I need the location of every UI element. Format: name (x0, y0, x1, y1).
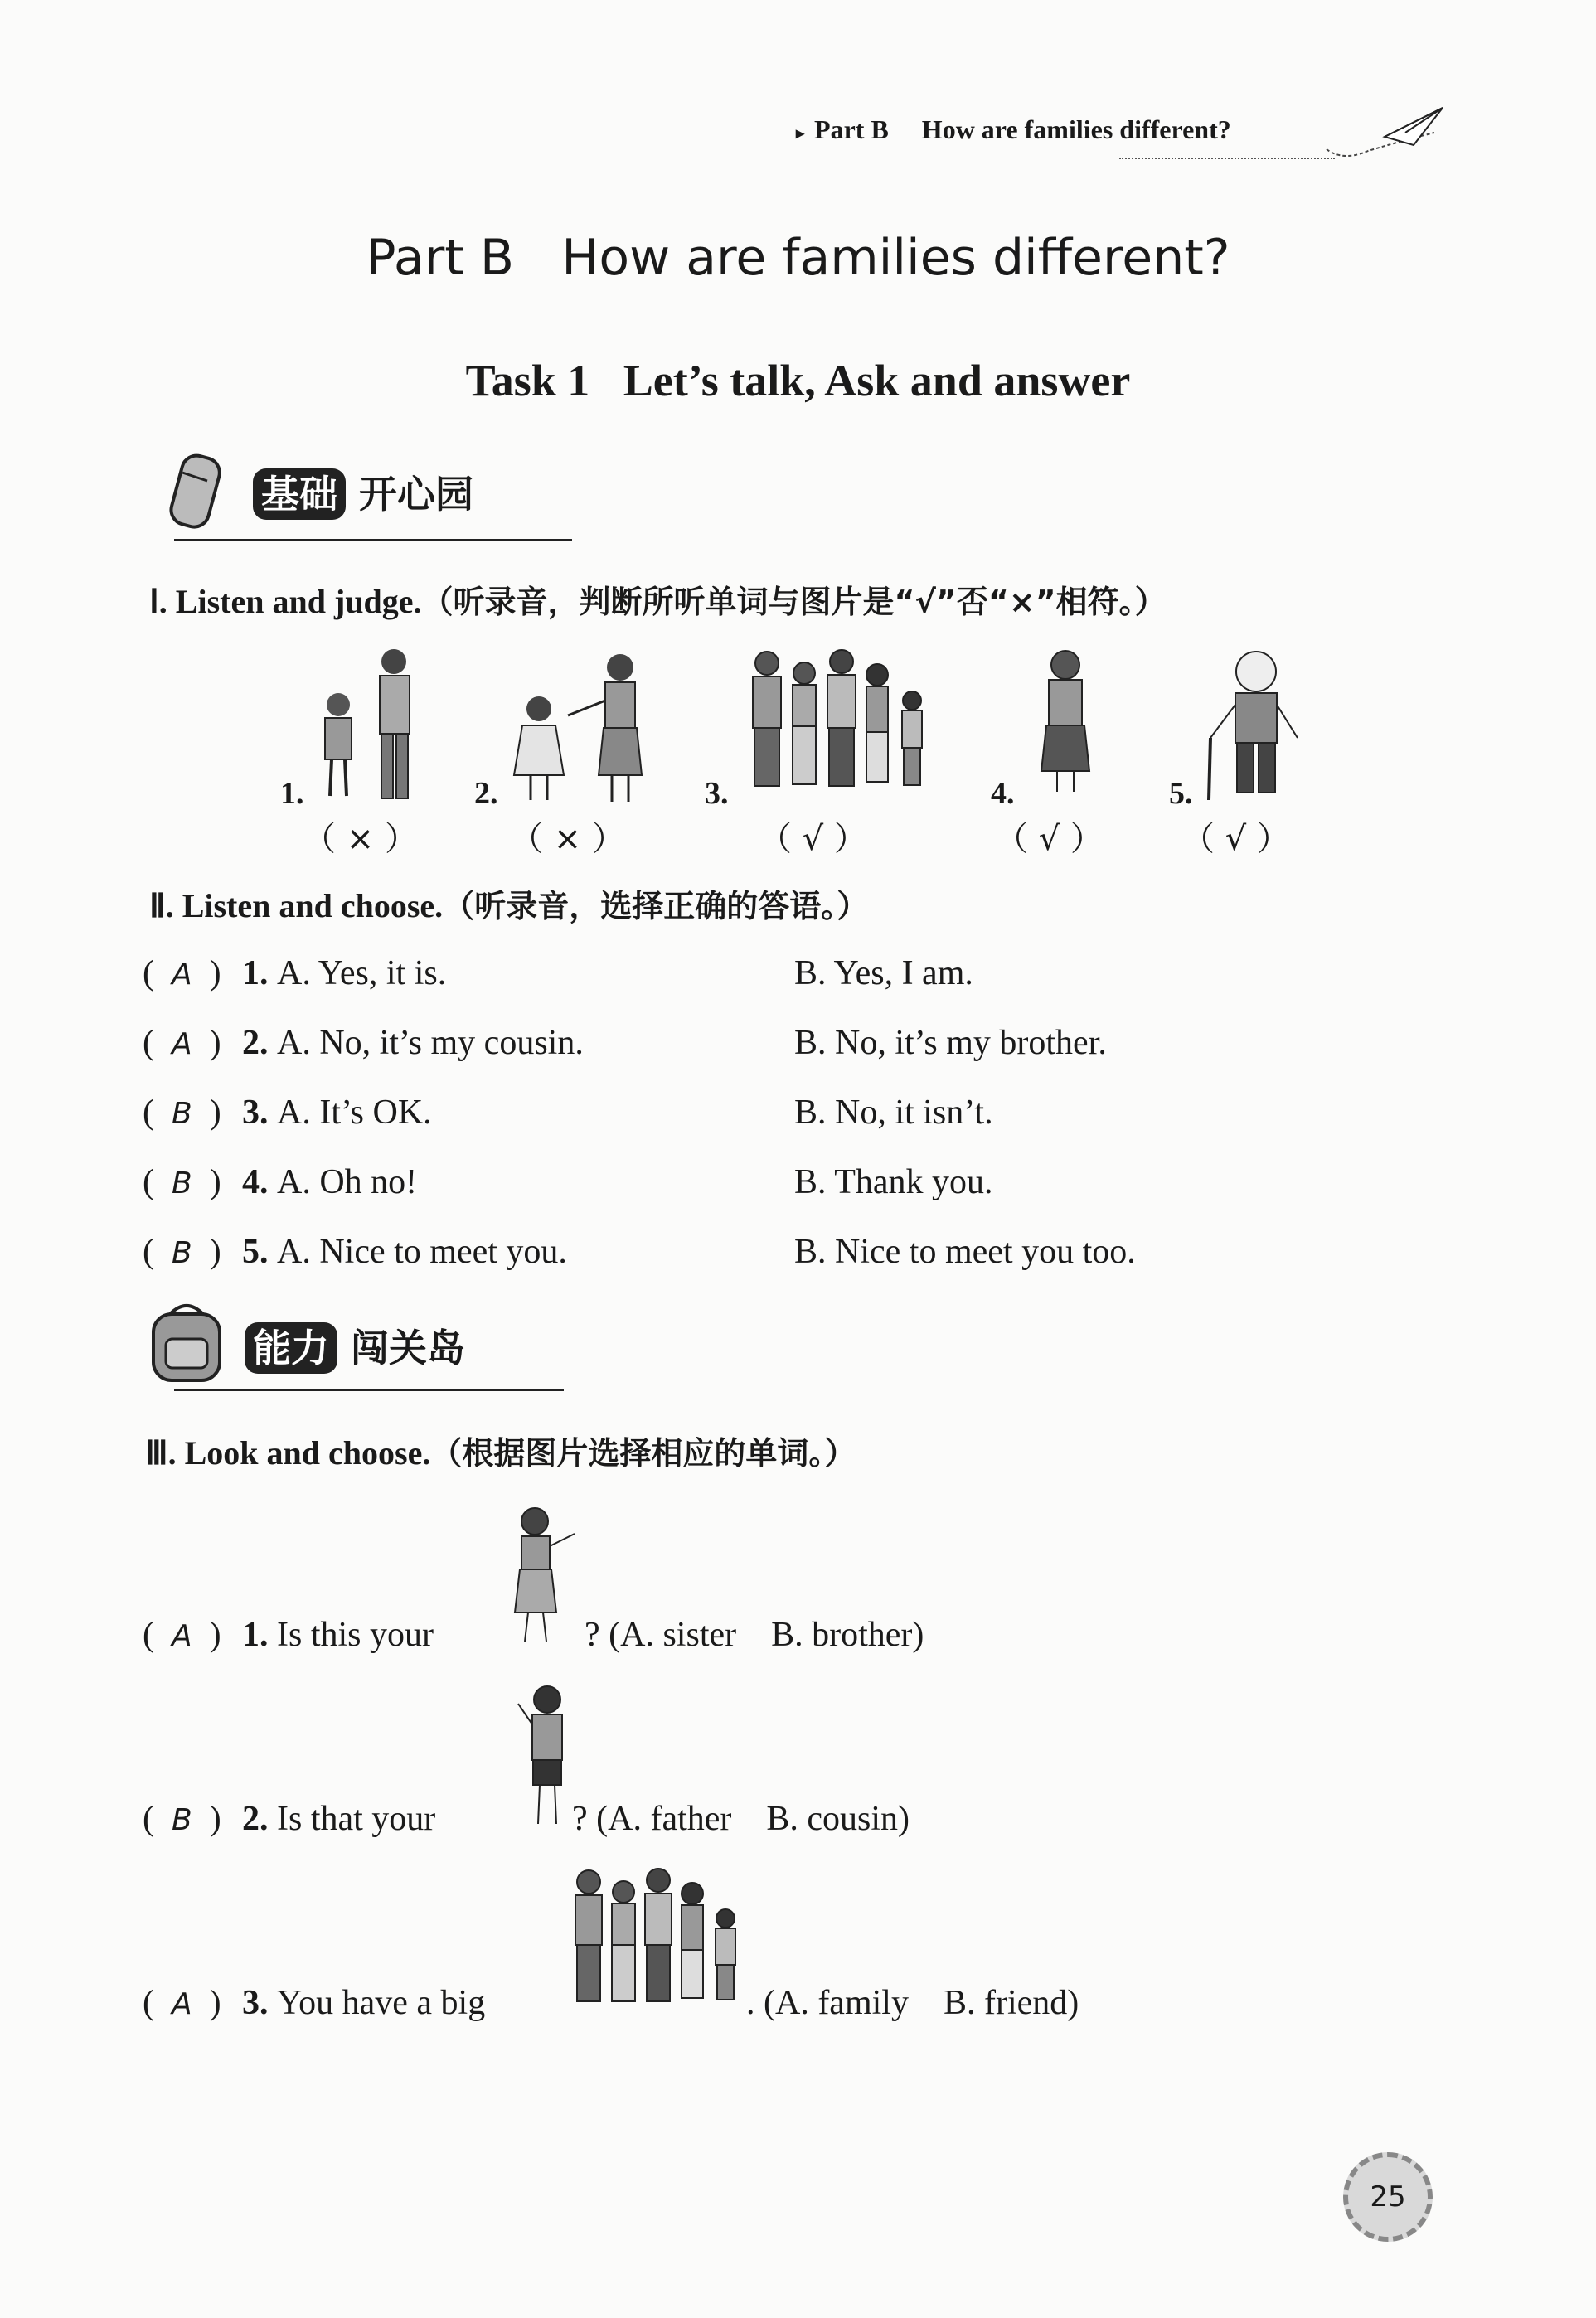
q2-item-3-option-a: A. It’s OK. (277, 1094, 432, 1132)
q2-item-5 (143, 1232, 567, 1272)
running-header-title: How are families different? (921, 114, 1231, 144)
q2-item-2-option-a: A. No, it’s my cousin. (277, 1024, 584, 1062)
pencil-icon (158, 448, 232, 539)
q1-item-4-number: 4. (991, 776, 1015, 811)
running-header (796, 114, 1231, 145)
family-picture (738, 647, 937, 796)
q3-item-1-text: Is this your (277, 1616, 434, 1654)
q3-item-1-options: ? (A. sister B. brother) (585, 1616, 924, 1654)
q1-item-2-answer: （ × ） (510, 820, 625, 858)
sister-picture (502, 1505, 585, 1650)
paper-plane-icon (1318, 99, 1451, 166)
q2-heading-en: Ⅱ. Listen and choose. (149, 887, 444, 924)
q2-item-3-answer: B (172, 1097, 192, 1131)
q2-item-1-option-a: A. Yes, it is. (277, 954, 447, 992)
girl-and-woman-picture (506, 651, 655, 808)
q3-item-1-answer: A (172, 1619, 192, 1653)
q3-item-3-text: You have a big (277, 1984, 486, 2022)
q2-item-2-answer: A (172, 1027, 192, 1061)
q1-item-1-answer: （ × ） (303, 820, 418, 858)
q1-heading (149, 576, 1167, 622)
q3-item-1-number: 1. (242, 1616, 269, 1654)
section-basic-rule (174, 539, 572, 541)
task-subtitle: Task 1 Let’s talk, Ask and answer (465, 356, 1131, 405)
q2-item-4 (143, 1162, 417, 1202)
answer-bracket: ( B ) (143, 1800, 221, 1838)
q1-item-3-answer: （ √ ） (759, 820, 867, 858)
section-ability (245, 1318, 465, 1373)
q3-item-3-number: 3. (242, 1984, 269, 2022)
answer-bracket: ( A ) (143, 1984, 221, 2022)
q2-item-2-option-b: B. No, it’s my brother. (794, 1024, 1107, 1062)
section-basic-badge: 基础 (253, 468, 346, 520)
q1-item-5-answer: （ √ ） (1181, 820, 1290, 858)
q2-heading-cn: （听录音，选择正确的答语。） (443, 888, 869, 924)
q2-heading (149, 880, 868, 926)
answer-bracket: ( A ) (143, 1616, 221, 1654)
q2-item-3 (143, 1093, 432, 1132)
section-basic (253, 464, 473, 519)
q2-item-2 (143, 1023, 584, 1063)
header-rule (1119, 158, 1335, 159)
section-ability-rule (174, 1389, 564, 1391)
q2-item-4-option-a: A. Oh no! (277, 1163, 418, 1201)
section-ability-badge: 能力 (245, 1322, 337, 1374)
backpack-icon (141, 1297, 232, 1389)
q1-item-5-number: 5. (1169, 776, 1193, 811)
q3-item-3 (143, 1983, 485, 2023)
answer-bracket: ( A ) (143, 1024, 221, 1062)
q3-heading-cn: （根据图片选择相应的单词。） (430, 1435, 856, 1472)
q2-item-3-option-b: B. No, it isn’t. (794, 1094, 993, 1132)
triangle-bullet-icon: ▸ (796, 124, 805, 143)
q3-heading-en: Ⅲ. Look and choose. (145, 1434, 431, 1472)
running-header-part: Part B (814, 114, 889, 144)
page-title: Part B How are families different? (366, 229, 1230, 287)
q3-item-2-number: 2. (242, 1800, 269, 1838)
q3-item-2-options: ? (A. father B. cousin) (572, 1800, 910, 1838)
q2-item-1-answer: A (172, 958, 192, 992)
q1-item-2-number: 2. (474, 776, 498, 811)
q2-item-5-option-b: B. Nice to meet you too. (794, 1233, 1136, 1271)
q2-item-5-answer: B (172, 1236, 192, 1270)
answer-bracket: ( B ) (143, 1163, 221, 1201)
q1-item-3-number: 3. (705, 776, 729, 811)
q2-item-5-option-a: A. Nice to meet you. (277, 1233, 567, 1271)
q3-item-2-answer: B (172, 1803, 192, 1837)
q2-item-4-option-b: B. Thank you. (794, 1163, 993, 1201)
q3-item-3-options: . (A. family B. friend) (746, 1984, 1079, 2022)
q1-item-1-number: 1. (280, 776, 304, 811)
q2-item-3-number: 3. (242, 1094, 269, 1132)
q2-item-1-number: 1. (242, 954, 269, 992)
q1-item-4-answer: （ √ ） (995, 820, 1104, 858)
q1-heading-cn: （听录音，判断所听单词与图片是“√”否“×”相符。） (421, 584, 1167, 620)
q1-heading-en: Ⅰ. Listen and judge. (149, 583, 422, 620)
q3-item-1 (143, 1615, 434, 1655)
q2-item-2-number: 2. (242, 1024, 269, 1062)
big-family-picture (564, 1865, 746, 2015)
answer-bracket: ( A ) (143, 954, 221, 992)
q3-item-2-text: Is that your (277, 1800, 436, 1838)
q2-item-5-number: 5. (242, 1233, 269, 1271)
answer-bracket: ( B ) (143, 1233, 221, 1271)
grandmother-picture (1028, 647, 1103, 796)
q2-item-1 (143, 953, 446, 993)
q2-item-4-answer: B (172, 1166, 192, 1200)
page-number: 25 (1343, 2152, 1433, 2242)
q3-heading (145, 1428, 856, 1473)
section-basic-name: 开心园 (359, 472, 474, 516)
answer-bracket: ( B ) (143, 1094, 221, 1132)
q2-item-4-number: 4. (242, 1163, 269, 1201)
grandfather-picture (1194, 647, 1318, 804)
boy-and-man-picture (307, 647, 431, 804)
q3-item-2 (143, 1799, 435, 1839)
q3-item-3-answer: A (172, 1987, 192, 2021)
q2-item-1-option-b: B. Yes, I am. (794, 954, 973, 992)
section-ability-name: 闯关岛 (351, 1326, 466, 1370)
